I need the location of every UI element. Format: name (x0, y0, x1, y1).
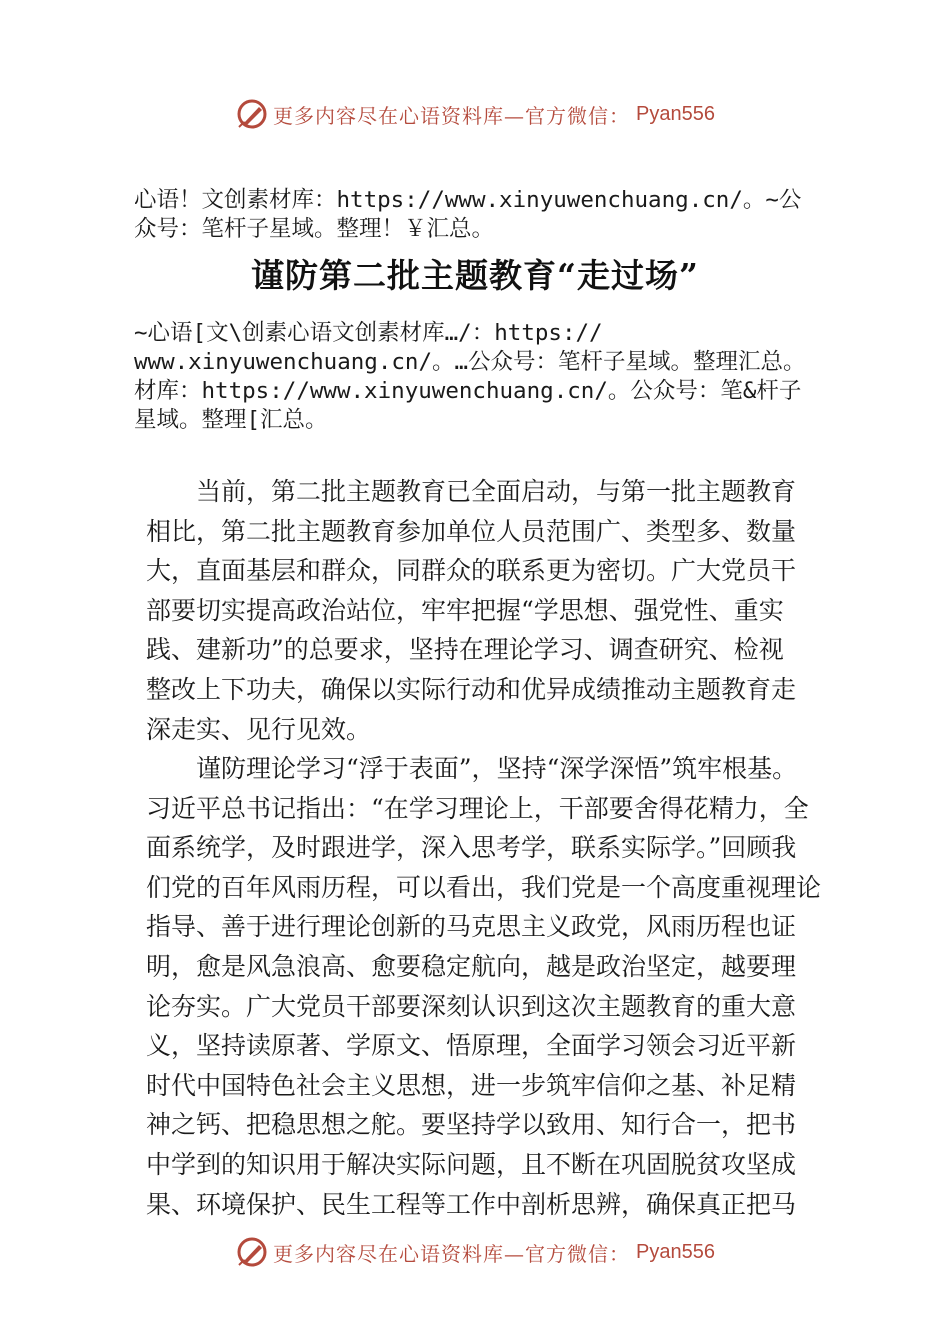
text-line: 时代中国特色社会主义思想，进一步筑牢信仰之基、补足精 (146, 1070, 797, 1100)
text-line: 们党的百年风雨历程，可以看出，我们党是一个高度重视理论 (146, 872, 822, 902)
banner-wechat-id: Pyan556 (636, 1240, 715, 1263)
noise-line: ~心语[文\创素心语文创素材库…/：https:// (134, 320, 603, 346)
text-line: 神之钙、把稳思想之舵。要坚持学以致用、知行合一，把书 (146, 1110, 797, 1140)
text-line: 果、环境保护、民生工程等工作中剖析思辨，确保真正把马 (146, 1189, 797, 1219)
subtitle-noise-text (134, 319, 834, 435)
noise-line: 心语！文创素材库：https://www.xinyuwenchuang.cn/。~公 (134, 187, 802, 213)
pen-logo-icon (235, 1235, 269, 1269)
text-line: 相比，第二批主题教育参加单位人员范围广、类型多、数量 (146, 516, 797, 546)
header-noise-text (134, 186, 834, 244)
text-line: 明，愈是风急浪高、愈要稳定航向，越是政治坚定，越要理 (146, 951, 797, 981)
text-line: 大，直面基层和群众，同群众的联系更为密切。广大党员干 (146, 556, 797, 586)
text-line: 指导、善于进行理论创新的马克思主义政党，风雨历程也证 (146, 912, 797, 942)
text-line: 整改上下功夫，确保以实际行动和优异成绩推动主题教育走 (146, 674, 797, 704)
text-line: 义，坚持读原著、学原文、悟原理，全面学习领会习近平新 (146, 1031, 797, 1061)
banner-text: 更多内容尽在心语资料库—官方微信： (273, 1241, 631, 1266)
paragraph-2 (146, 749, 846, 1224)
noise-line: 材库：https://www.xinyuwenchuang.cn/。公众号：笔&杆子 (134, 378, 802, 404)
noise-line: www.xinyuwenchuang.cn/。…公众号：笔杆子星域。整理汇总。 (134, 349, 806, 375)
paragraph-1 (146, 472, 846, 749)
text-line: 中学到的知识用于解决实际问题，且不断在巩固脱贫攻坚成 (146, 1149, 797, 1179)
footer-banner (0, 1232, 950, 1272)
noise-line: 众号：笔杆子星域。整理！￥汇总。 (134, 216, 495, 242)
document-title: 谨防第二批主题教育“走过场” (251, 256, 699, 295)
banner-text: 更多内容尽在心语资料库—官方微信： (273, 103, 631, 128)
text-line: 当前，第二批主题教育已全面启动，与第一批主题教育 (196, 477, 797, 506)
pen-logo-icon (235, 97, 269, 131)
noise-line: 星域。整理[汇总。 (134, 407, 328, 433)
text-line: 谨防理论学习“浮于表面”，坚持“深学深悟”筑牢根基。 (196, 754, 798, 783)
text-line: 部要切实提高政治站位，牢牢把握“学思想、强党性、重实 (146, 595, 784, 625)
banner-wechat-id: Pyan556 (636, 102, 715, 125)
text-line: 践、建新功”的总要求，坚持在理论学习、调查研究、检视 (146, 635, 784, 665)
header-banner (0, 94, 950, 134)
text-line: 面系统学，及时跟进学，深入思考学，联系实际学。”回顾我 (146, 833, 797, 863)
text-line: 习近平总书记指出：“在学习理论上，干部要舍得花精力，全 (146, 793, 809, 823)
text-line: 深走实、见行见效。 (146, 714, 372, 744)
text-line: 论夯实。广大党员干部要深刻认识到这次主题教育的重大意 (146, 991, 797, 1021)
